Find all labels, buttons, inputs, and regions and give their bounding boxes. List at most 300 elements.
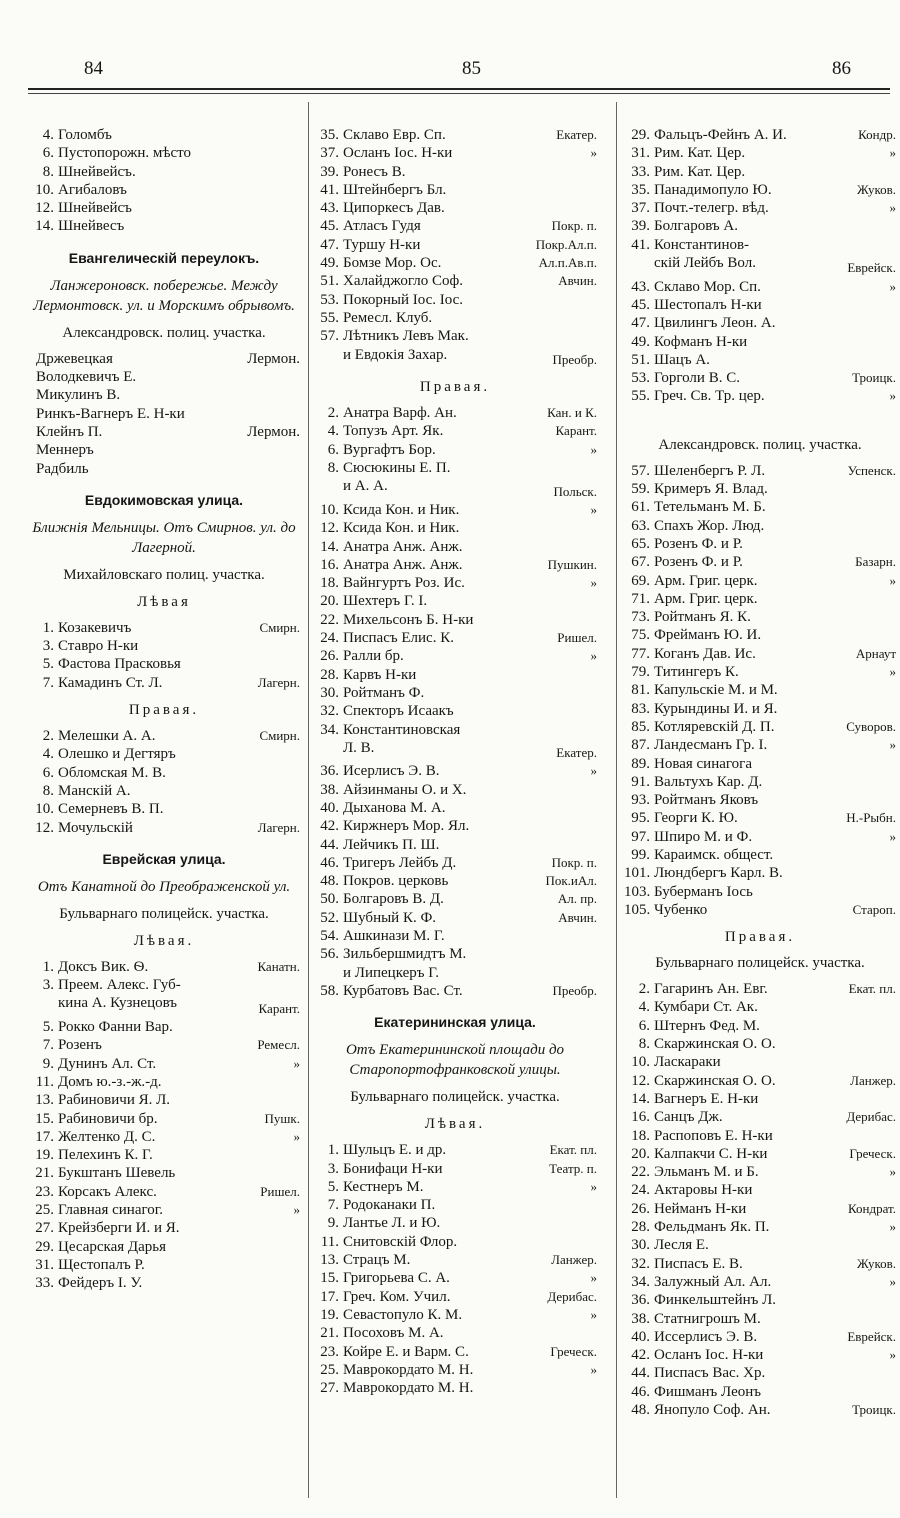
house-number: 101.: [624, 865, 651, 882]
house-number: 37.: [631, 200, 650, 217]
owner-name: Бомзе Мор. Ос.: [343, 255, 442, 272]
house-number: 25.: [320, 1361, 339, 1378]
list-entry: [624, 351, 896, 369]
list-entry: [624, 736, 896, 754]
entry-main: [313, 684, 424, 702]
entry-main: [624, 1181, 752, 1199]
entry-main: [624, 718, 774, 736]
entry-main: [313, 199, 445, 217]
cross-street: Ал. пр.: [557, 891, 597, 907]
house-number: 23.: [320, 1343, 339, 1360]
list-entry: [313, 291, 597, 309]
owner-name: Штейнбергъ Бл.: [343, 181, 447, 198]
owner-name: Домъ ю.-з.-ж.-д.: [58, 1073, 162, 1090]
house-number: 11.: [35, 1073, 54, 1090]
police-district: Александровск. полиц. участка.: [658, 436, 862, 453]
entry-main: [28, 727, 155, 745]
house-number: 15.: [35, 1110, 54, 1127]
owner-name: Ройтманъ Я. К.: [654, 609, 751, 626]
house-number: 2.: [327, 405, 339, 422]
entry-main: [624, 163, 745, 181]
list-entry: [28, 441, 300, 459]
owner-name: Мочульскій: [58, 819, 133, 836]
house-number: 10.: [320, 501, 339, 518]
list-entry: [28, 655, 300, 673]
entry-main: [624, 1273, 771, 1291]
owner-name: Држевецкая: [36, 350, 113, 367]
house-number: [313, 477, 339, 495]
cross-street: Лагерн.: [257, 674, 300, 690]
cross-street: »: [590, 648, 597, 664]
list-entry: [624, 126, 896, 144]
list-entry: [313, 592, 597, 610]
entry-main: [313, 1251, 410, 1269]
entry-main: [313, 817, 469, 835]
entry-main: [624, 462, 765, 480]
entry-main: [313, 945, 466, 963]
entry-main: [313, 163, 405, 181]
owner-name: Шеленбергъ Р. Л.: [654, 462, 766, 479]
list-entry: [624, 1310, 896, 1328]
owner-name: Атласъ Гудя: [343, 218, 421, 235]
house-number: 30.: [631, 1237, 650, 1254]
list-entry: [624, 217, 896, 235]
page-number-left: 84: [84, 58, 103, 79]
house-number: 51.: [320, 273, 339, 290]
cross-street: Пок.иАл.: [545, 873, 597, 889]
owner-name: Бонифаци Н-ки: [343, 1160, 443, 1177]
entry-main: [313, 909, 436, 927]
cross-street: Кан. и К.: [547, 405, 597, 421]
cross-street: Жуков.: [856, 181, 896, 197]
house-number: 43.: [631, 278, 650, 295]
owner-name: Камадинъ Ст. Л.: [58, 674, 163, 691]
list-entry: [313, 1196, 597, 1214]
entry-main: [313, 629, 454, 647]
list-entry: [313, 163, 597, 181]
list-entry: [313, 964, 597, 982]
entry-main: [36, 386, 120, 404]
owner-name: Ставро Н-ки: [58, 638, 139, 655]
owner-name: Лесля Е.: [654, 1237, 709, 1254]
house-number: 30.: [320, 684, 339, 701]
list-entry: [313, 1178, 597, 1196]
house-number: 87.: [631, 737, 650, 754]
list-entry: [624, 278, 896, 296]
owner-name: кина А. Кузнецовъ: [58, 995, 178, 1012]
entry-main: [624, 998, 758, 1016]
cross-street: Преобр.: [552, 351, 597, 367]
owner-name: Фейдеръ I. У.: [58, 1275, 143, 1292]
list-entry: [624, 553, 896, 571]
list-entry: [313, 836, 597, 854]
entry-main: [624, 626, 761, 644]
cross-street: »: [889, 737, 896, 753]
owner-name: Цесарская Дарья: [58, 1238, 167, 1255]
list-entry: [624, 296, 896, 314]
entry-main: [624, 883, 753, 901]
list-entry: [28, 745, 300, 763]
street-subtitle: Ланжероновск. побережье. Между Лермонтовск. ул. и Морскимъ обрывомъ.: [33, 277, 295, 314]
house-number: 20.: [631, 1145, 650, 1162]
list-entry: [624, 901, 896, 919]
house-number: 43.: [320, 200, 339, 217]
house-number: 3.: [42, 638, 54, 655]
list-entry: [313, 629, 597, 647]
list-entry: [624, 333, 896, 351]
column-divider: [616, 102, 617, 1498]
entry-main: [313, 647, 404, 665]
owner-name: Букштанъ Шевель: [58, 1165, 176, 1182]
entry-main: [28, 144, 191, 162]
entry-main: [28, 1219, 180, 1237]
house-number: 41.: [631, 236, 650, 253]
house-number: 18.: [631, 1127, 650, 1144]
cross-street: »: [293, 1128, 300, 1144]
owner-name: Меннеръ: [36, 442, 94, 459]
cross-street: Екатер.: [556, 127, 597, 142]
entry-main: [313, 611, 473, 629]
entry-main: [624, 864, 783, 882]
entry-main: [28, 1128, 155, 1146]
owner-name: Люндбергъ Карл. В.: [654, 865, 783, 882]
cross-street: Екат. пл.: [848, 981, 896, 997]
list: [28, 619, 300, 692]
house-number: 55.: [631, 388, 650, 405]
list-entry: [28, 1018, 300, 1036]
owner-name: Курындины И. и Я.: [654, 700, 778, 717]
list-entry: [624, 626, 896, 644]
list-entry: [624, 791, 896, 809]
house-number: 5.: [42, 656, 54, 673]
list-entry: [313, 1288, 597, 1306]
list-entry: [624, 1108, 896, 1126]
list-entry: [313, 927, 597, 945]
entry-main: [624, 700, 777, 718]
entry-main: [28, 181, 127, 199]
list-entry: [313, 1141, 597, 1159]
cross-street: Екатер.: [556, 745, 597, 761]
owner-name: Статнигрошъ М.: [654, 1310, 761, 1327]
entry-main: [28, 958, 148, 976]
entry-main: [313, 1361, 473, 1379]
entry-main: [624, 608, 751, 626]
cross-street: Лермон.: [247, 350, 300, 367]
entry-main: [313, 872, 448, 890]
house-number: 8.: [638, 1036, 650, 1053]
owner-name: Дыханова М. А.: [343, 799, 446, 816]
owner-name: Пелехинъ К. Г.: [58, 1147, 153, 1164]
house-number: 28.: [631, 1219, 650, 1236]
house-number: 7.: [42, 1037, 54, 1054]
house-number: 3.: [42, 977, 54, 994]
entry-main: [624, 369, 740, 387]
entry-main: [28, 800, 163, 818]
entry-main: [313, 890, 444, 908]
house-number: 53.: [631, 370, 650, 387]
house-number: 4.: [42, 746, 54, 763]
list-entry: [624, 254, 896, 278]
list-entry: [313, 909, 597, 927]
house-number: 24.: [631, 1182, 650, 1199]
owner-name: Иссерлисъ Э. В.: [654, 1328, 758, 1345]
house-number: 17.: [35, 1128, 54, 1145]
list-entry: [624, 1291, 896, 1309]
cross-street: Канатн.: [257, 958, 300, 974]
owner-name: Осланъ Іос. Н-ки: [654, 1347, 764, 1364]
owner-name: Снитовскій Флор.: [343, 1233, 458, 1250]
list-entry: [624, 1328, 896, 1346]
entry-main: [624, 791, 758, 809]
cross-street: »: [889, 1273, 896, 1289]
owner-name: Новая синагога: [654, 755, 752, 772]
owner-name: Кримеръ Я. Влад.: [654, 481, 768, 498]
entry-main: [36, 368, 136, 386]
house-number: 63.: [631, 517, 650, 534]
list-entry: [624, 1401, 896, 1419]
entry-main: [313, 781, 466, 799]
owner-name: Халайджогло Соф.: [343, 273, 464, 290]
entry-main: [624, 1236, 709, 1254]
cross-street: »: [590, 501, 597, 517]
entry-main: [624, 387, 765, 405]
entry-main: [624, 1401, 770, 1419]
house-number: 52.: [320, 909, 339, 926]
entry-main: [36, 441, 94, 459]
list-entry: [624, 645, 896, 663]
list-entry: [313, 781, 597, 799]
entry-main: [624, 828, 752, 846]
owner-name: Клейнъ П.: [36, 423, 103, 440]
cross-street: Карант.: [555, 423, 597, 439]
house-number: 28.: [320, 666, 339, 683]
owner-name: Вагнеръ Е. Н-ки: [654, 1090, 759, 1107]
list: [28, 350, 300, 478]
list-entry: [313, 236, 597, 254]
owner-name: Кофманъ Н-ки: [654, 333, 748, 350]
police-district: Бульварнаго полицейск. участка.: [59, 905, 269, 922]
owner-name: Курбатовъ Вас. Ст.: [343, 982, 463, 999]
cross-street: Преобр.: [552, 982, 597, 998]
entry-main: [28, 1238, 166, 1256]
side-label: Лѣвая: [137, 593, 191, 610]
entry-main: [313, 1196, 435, 1214]
list-entry: [313, 945, 597, 963]
owner-name: Покорный Іос. Іос.: [343, 291, 464, 308]
list-entry: [28, 764, 300, 782]
list-entry: [28, 800, 300, 818]
entry-main: [28, 1055, 156, 1073]
owner-name: Писпасъ Вас. Хр.: [654, 1365, 766, 1382]
entry-main: [313, 1178, 423, 1196]
owner-name: Лѣтникъ Левъ Мак.: [343, 328, 469, 345]
house-number: 61.: [631, 499, 650, 516]
entry-main: [313, 422, 443, 440]
owner-name: Дунинъ Ал. Ст.: [58, 1055, 157, 1072]
entry-main: [313, 309, 432, 327]
entry-main: [313, 739, 374, 757]
house-number: 25.: [35, 1201, 54, 1218]
entry-main: [624, 846, 773, 864]
house-number: 34.: [320, 721, 339, 738]
house-number: 55.: [320, 309, 339, 326]
list-entry: [624, 1236, 896, 1254]
house-number: 14.: [320, 538, 339, 555]
entry-main: [313, 799, 446, 817]
house-number: 38.: [320, 781, 339, 798]
entry-main: [313, 346, 447, 364]
owner-name: Нейманъ Н-ки: [654, 1200, 747, 1217]
house-number: 97.: [631, 828, 650, 845]
owner-name: Мелешки А. А.: [58, 728, 156, 745]
street-subtitle: Ближнія Мельницы. Отъ Смирнов. ул. до Лагерной.: [32, 519, 296, 556]
owner-name: Карвъ Н-ки: [343, 666, 417, 683]
list-entry: [624, 883, 896, 901]
house-number: 49.: [320, 255, 339, 272]
house-number: 41.: [320, 181, 339, 198]
entry-main: [624, 1346, 763, 1364]
house-number: 83.: [631, 700, 650, 717]
owner-name: Доксъ Вик. Ѳ.: [58, 958, 149, 975]
cross-street: Театр. п.: [549, 1160, 597, 1176]
owner-name: Страцъ М.: [343, 1252, 411, 1269]
entry-main: [313, 519, 459, 537]
house-number: 24.: [320, 630, 339, 647]
cross-street: Ланжер.: [551, 1252, 597, 1268]
owner-name: Лантье Л. и Ю.: [343, 1215, 441, 1232]
owner-name: Главная синагог.: [58, 1201, 163, 1218]
list-entry: [624, 828, 896, 846]
owner-name: и Евдокія Захар.: [343, 346, 448, 363]
entry-main: [313, 964, 439, 982]
entry-main: [313, 1324, 444, 1342]
cross-street: Греческ.: [849, 1145, 896, 1161]
owner-name: Константинов-: [654, 236, 750, 253]
owner-name: Олешко и Дегтяръ: [58, 746, 176, 763]
cross-street: Авчин.: [558, 273, 597, 289]
house-number: 91.: [631, 773, 650, 790]
cross-street: Покр.Ал.п.: [535, 236, 597, 252]
house-number: 6.: [638, 1017, 650, 1034]
cross-street: »: [293, 1055, 300, 1071]
house-number: 27.: [35, 1220, 54, 1237]
entry-main: [28, 1036, 102, 1054]
house-number: 33.: [35, 1275, 54, 1292]
entry-main: [313, 538, 462, 556]
list-entry: [624, 369, 896, 387]
entry-main: [313, 404, 457, 422]
owner-name: Зильбершмидтъ М.: [343, 946, 467, 963]
house-number: 65.: [631, 535, 650, 552]
house-number: 9.: [327, 1215, 339, 1232]
house-number: 9.: [42, 1055, 54, 1072]
list-entry: [313, 1379, 597, 1397]
cross-street: Ремесл.: [257, 1037, 300, 1053]
list-entry: [624, 1255, 896, 1273]
entry-main: [313, 762, 439, 780]
list-entry: [624, 755, 896, 773]
owner-name: Спахъ Жор. Люд.: [654, 517, 765, 534]
entry-main: [28, 1274, 142, 1292]
owner-name: Калпакчи С. Н-ки: [654, 1145, 768, 1162]
street-heading: Евдокимовская улица.: [84, 491, 244, 508]
house-number: 4.: [327, 423, 339, 440]
entry-main: [313, 854, 456, 872]
list-entry: [624, 1364, 896, 1382]
list-entry: [313, 890, 597, 908]
house-number: 21.: [35, 1165, 54, 1182]
entry-main: [624, 645, 756, 663]
entry-main: [28, 619, 131, 637]
owner-name: Писпасъ Е. В.: [654, 1255, 743, 1272]
house-number: 71.: [631, 590, 650, 607]
list-entry: [313, 1160, 597, 1178]
list-entry: [313, 459, 597, 477]
owner-name: Айзинманы О. и Х.: [343, 781, 467, 798]
house-number: 89.: [631, 755, 650, 772]
list-entry: [624, 773, 896, 791]
house-number: 33.: [631, 163, 650, 180]
entry-main: [624, 1255, 743, 1273]
cross-street: Пушк.: [264, 1110, 300, 1126]
owner-name: Финкельштейнъ Л.: [654, 1292, 777, 1309]
entry-main: [624, 333, 747, 351]
house-number: 39.: [631, 218, 650, 235]
owner-name: Фрейманъ Ю. И.: [654, 627, 762, 644]
owner-name: Розенъ Ф. и Р.: [654, 554, 743, 571]
list-entry: [313, 799, 597, 817]
entry-main: [28, 217, 124, 235]
list-entry: [624, 314, 896, 332]
house-number: 54.: [320, 928, 339, 945]
house-number: 29.: [35, 1238, 54, 1255]
street-heading: Екатерининская улица.: [374, 1014, 536, 1031]
cross-street: Кондрат.: [848, 1200, 896, 1216]
list-entry: [28, 1219, 300, 1237]
owner-name: Титингеръ К.: [654, 664, 739, 681]
owner-name: Шацъ А.: [654, 351, 710, 368]
owner-name: Топузъ Арт. Як.: [343, 423, 444, 440]
house-number: 79.: [631, 664, 650, 681]
house-number: 36.: [631, 1292, 650, 1309]
owner-name: Рабиновичи Я. Л.: [58, 1092, 171, 1109]
list-entry: [624, 980, 896, 998]
entry-main: [624, 1364, 765, 1382]
list-entry: [28, 1036, 300, 1054]
owner-name: Санцъ Дж.: [654, 1109, 723, 1126]
entry-main: [28, 1201, 163, 1219]
house-number: 45.: [320, 218, 339, 235]
list-entry: [313, 556, 597, 574]
list-entry: [313, 702, 597, 720]
house-number: 53.: [320, 291, 339, 308]
entry-main: [28, 1018, 173, 1036]
owner-name: Ландесманъ Гр. I.: [654, 737, 768, 754]
list-entry: [624, 480, 896, 498]
list-entry: [28, 1073, 300, 1091]
list-entry: [28, 1201, 300, 1219]
list-entry: [28, 1238, 300, 1256]
cross-street: Еврейск.: [847, 260, 896, 276]
list-entry: [28, 368, 300, 386]
cross-street: »: [590, 145, 597, 161]
list-entry: [624, 681, 896, 699]
house-number: 22.: [320, 611, 339, 628]
owner-name: Фастова Прасковья: [58, 656, 181, 673]
cross-street: »: [889, 1347, 896, 1363]
owner-name: Арм. Григ. церк.: [654, 572, 758, 589]
list-entry: [313, 854, 597, 872]
